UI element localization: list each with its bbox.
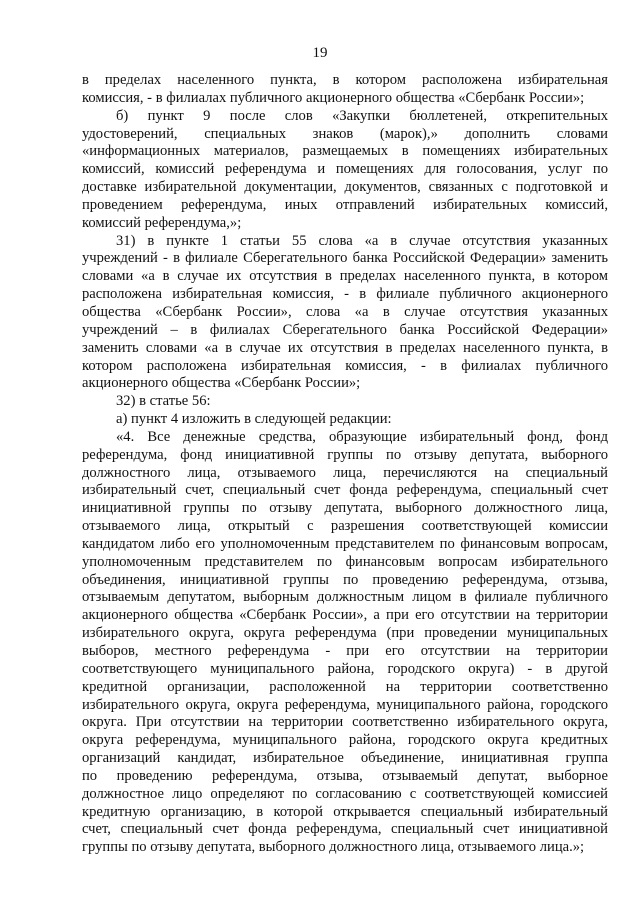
text-line: округа. При отсутствии на территории соответственно избирательного округа,	[82, 714, 608, 731]
text-line: кредитную организацию, в которой открывается специальный избирательный	[82, 803, 608, 820]
text-line: удостоверений, специальных знаков (марок),» дополнить словами	[82, 125, 608, 142]
text-line: отзываемого лица, открытый с разрешения соответствующей комиссии	[82, 518, 608, 535]
text-line: котором расположена избирательная комиссия, - в филиалах публичного	[82, 357, 608, 374]
text-line: избирательного округа, округа референдума (при проведении муниципальных	[82, 625, 608, 642]
text-line: проведением референдума, иных отправлений избирательных комиссий,	[82, 196, 608, 213]
paragraph-p1	[82, 72, 608, 108]
text-line: соответствующего муниципального района, городского округа) - в другой	[82, 660, 608, 677]
text-line: словами «а в случае их отсутствия в пределах населенного пункта, в котором	[82, 268, 608, 285]
text-line: уполномоченным представителем по финансовым вопросам избирательного	[82, 553, 608, 570]
text-line: в пределах населенного пункта, в котором расположена избирательная	[82, 72, 608, 88]
paragraph-p3	[82, 233, 608, 394]
page-number: 19	[312, 45, 328, 61]
text-line: по проведению референдума, отзыва, отзываемый депутат, выборное	[82, 767, 608, 784]
text-line: общества «Сбербанк России», слова «а в случае отсутствия указанных	[82, 303, 608, 320]
paragraph-p5	[82, 411, 608, 429]
text-line: а) пункт 4 изложить в следующей редакции:	[116, 411, 392, 428]
text-line: акционерного общества «Сбербанк России»;	[82, 375, 361, 392]
text-line: учреждений – в филиалах Сберегательного банка Российской Федерации»	[82, 321, 608, 338]
text-line: акционерного общества «Сбербанк России», а при его отсутствии на территории	[82, 607, 608, 624]
text-line: группы по отзыву депутата, выборного должностного лица, отзываемого лица.»;	[82, 839, 585, 856]
text-line: отзываемым депутатом, выборным должностным лицом в филиале публичного	[82, 589, 608, 606]
document-body	[82, 72, 608, 857]
text-line: счет, специальный счет фонда референдума, специальный счет инициативной	[82, 821, 608, 838]
text-line: доставке избирательной документации, документов, связанных с подготовкой и	[82, 179, 608, 196]
paragraph-p6	[82, 429, 608, 857]
text-line: «информационных материалов, размещаемых в помещениях избирательных	[82, 143, 608, 160]
text-line: кандидатом либо его уполномоченным представителем по финансовым вопросам,	[82, 535, 608, 552]
text-line: организаций кандидат, избирательное объединение, инициативная группа	[82, 750, 608, 767]
text-line: «4. Все денежные средства, образующие избирательный фонд, фонд	[116, 428, 608, 445]
paragraph-p4	[82, 393, 608, 411]
paragraph-p2	[82, 108, 608, 233]
text-line: избирательного округа, округа референдума, муниципального района, городского	[82, 696, 608, 713]
text-line: расположена избирательная комиссия, - в филиале публичного акционерного	[82, 286, 608, 303]
text-line: комиссия, - в филиалах публичного акционерного общества «Сбербанк России»;	[82, 89, 585, 106]
text-line: кредитной организации, расположенной на территории соответственно	[82, 678, 608, 695]
text-line: учреждений - в филиале Сберегательного банка Российской Федерации» заменить	[82, 250, 608, 267]
text-line: комиссий референдума,»;	[82, 214, 242, 231]
text-line: объединения, инициативной группы по проведению референдума, отзыва,	[82, 571, 608, 588]
text-line: должностное лицо определяют по согласованию с соответствующей комиссией	[82, 785, 608, 802]
text-line: комиссий, комиссий референдума и помещениях для голосования, услуг по	[82, 161, 608, 178]
text-line: инициативной группы по отзыву депутата, выборного должностного лица,	[82, 500, 608, 517]
text-line: 31) в пункте 1 статьи 55 слова «а в случае отсутствия указанных	[116, 232, 608, 249]
text-line: избирательный счет, специальный счет фонда референдума, специальный счет	[82, 482, 608, 499]
text-line: заменить словами «а в случае их отсутствия в пределах населенного пункта, в	[82, 339, 608, 356]
text-line: референдума, фонд инициативной группы по отзыву депутата, выборного	[82, 446, 608, 463]
text-line: б) пункт 9 после слов «Закупки бюллетеней, открепительных	[116, 107, 608, 124]
text-line: должностного лица, отзываемого лица, перечисляются на специальный	[82, 464, 608, 481]
text-line: округа референдума, муниципального района, городского округа кредитных	[82, 732, 608, 749]
text-line: 32) в статье 56:	[116, 393, 211, 410]
text-line: выборов, местного референдума - при его отсутствии на территории	[82, 643, 608, 659]
